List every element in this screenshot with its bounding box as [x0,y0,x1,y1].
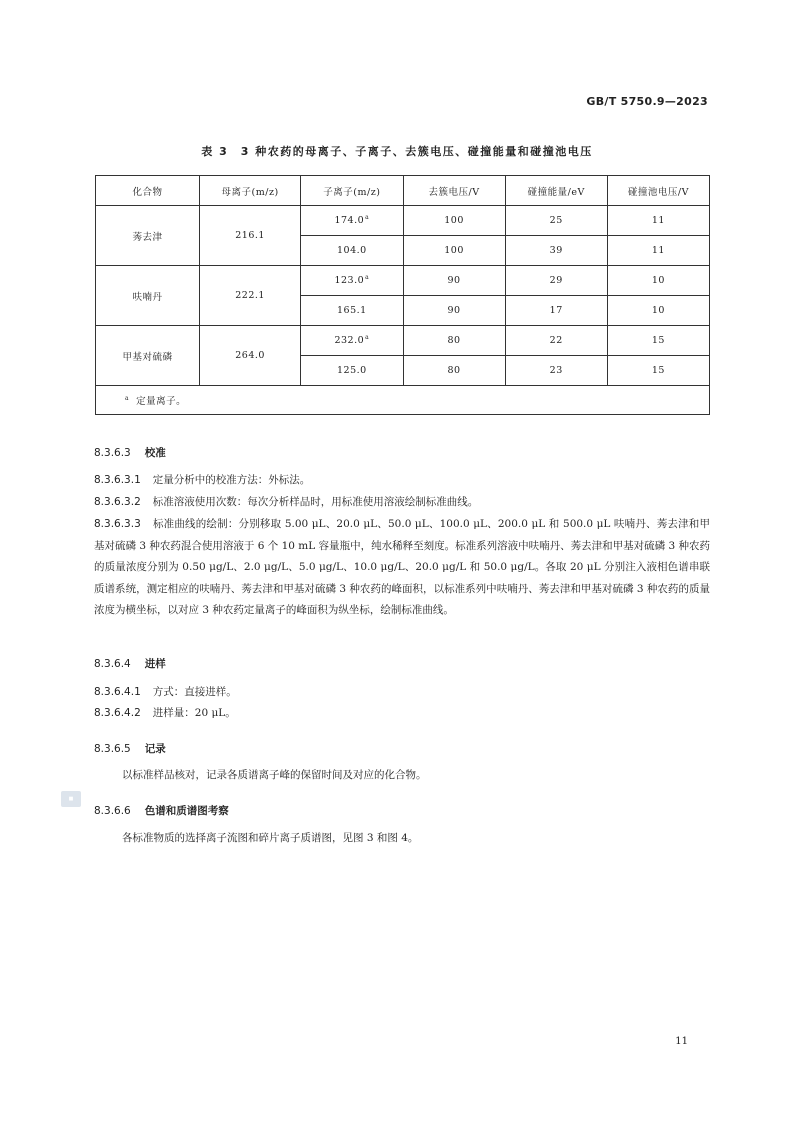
cxp-cell: 11 [607,206,709,236]
parent-ion-cell: 264.0 [199,326,300,386]
dp-cell: 100 [403,236,505,266]
table-title: 表 3 3 种农药的母离子、子离子、去簇电压、碰撞能量和碰撞池电压 [201,145,593,158]
dp-cell: 80 [403,326,505,356]
clause-83632: 8.3.6.3.2 标准溶液使用次数：每次分析样品时，用标准使用溶液绘制标准曲线。 [94,496,479,508]
parent-ion-cell: 216.1 [199,206,300,266]
ce-cell: 29 [505,266,607,296]
footnote-mark: a [125,394,130,402]
col-header: 化合物 [96,176,200,206]
cxp-cell: 15 [607,326,709,356]
col-header: 去簇电压/V [403,176,505,206]
table-row [96,326,710,356]
fragment-ion-cell: 165.1 [301,296,403,326]
clause-83642: 8.3.6.4.2 进样量：20 μL。 [94,707,236,719]
dp-cell: 90 [403,266,505,296]
clause-8365-text: 以标准样品核对，记录各质谱离子峰的保留时间及对应的化合物。 [122,769,427,781]
col-header: 碰撞池电压/V [607,176,709,206]
ce-cell: 17 [505,296,607,326]
fragment-ion-cell: 174.0$^a$ [301,206,403,236]
parameter-table [95,175,710,415]
cxp-cell: 11 [607,236,709,266]
cxp-cell: 10 [607,296,709,326]
dp-cell: 100 [403,206,505,236]
quant-mark: a [365,334,370,342]
clause-83631: 8.3.6.3.1 定量分析中的校准方法：外标法。 [94,474,311,486]
clause-8366-text: 各标准物质的选择离子流图和碎片离子质谱图，见图 3 和图 4。 [122,832,419,844]
cxp-cell: 10 [607,266,709,296]
ce-cell: 23 [505,356,607,386]
cxp-cell: 15 [607,356,709,386]
clause-83633: 8.3.6.3.3 标准曲线的绘制：分别移取 5.00 μL、20.0 μL、50.0 μL、100.0 μL、200.0 μL 和 500.0 μL 呋喃丹、莠去津和甲基对硫磷 3 种农药混合使用溶液于 6 个 10 mL 容量瓶中，纯水稀释至刻度。标准系列溶液中呋喃丹、莠去津和甲基对硫磷 3 种农药的质量浓度分别为 0.50 μg/L、2.0 μg/L、5.0 μg/L、10.0 μg/L、20.0 μg/L 和 50.0 μg/L。各取 20 μL 分别注入液相色谱串联质谱系统，测定相应的呋喃丹、莠去津和甲基对硫磷 3 种农药的峰面积，以标准系列中呋喃丹、莠去津和甲基对硫磷 3 种农药的质量浓度为横坐标，以对应 3 种农药定量离子的峰面积为纵坐标，绘制标准曲线。 [94,518,710,616]
compound-cell: 甲基对硫磷 [96,326,200,386]
section-heading-8364: 8.3.6.4 进样 [94,658,166,670]
watermark-stamp-icon: ■ [61,791,81,807]
compound-cell: 呋喃丹 [96,266,200,326]
quant-mark: a [365,214,370,222]
quant-mark: a [365,274,370,282]
table-header-row [96,176,710,206]
fragment-ion-cell: 104.0 [301,236,403,266]
clause-83641: 8.3.6.4.1 方式：直接进样。 [94,686,237,698]
page-number: 11 [675,1036,688,1047]
standard-code: GB/T 5750.9—2023 [586,95,708,108]
col-header: 子离子(m/z) [301,176,403,206]
fragment-ion-cell: 123.0$^a$ [301,266,403,296]
section-heading-8363: 8.3.6.3 校准 [94,447,166,459]
ce-cell: 22 [505,326,607,356]
table-row [96,206,710,236]
table-footnote-row [96,386,710,415]
fragment-ion-cell: 125.0 [301,356,403,386]
section-heading-8366: 8.3.6.6 色谱和质谱图考察 [94,805,229,817]
ce-cell: 39 [505,236,607,266]
compound-cell: 莠去津 [96,206,200,266]
dp-cell: 80 [403,356,505,386]
col-header: 碰撞能量/eV [505,176,607,206]
col-header: 母离子(m/z) [199,176,300,206]
table-footnote: $^a$ 定量离子。 [96,386,710,415]
fragment-ion-cell: 232.0$^a$ [301,326,403,356]
ce-cell: 25 [505,206,607,236]
section-heading-8365: 8.3.6.5 记录 [94,743,166,755]
parent-ion-cell: 222.1 [199,266,300,326]
table-row [96,266,710,296]
dp-cell: 90 [403,296,505,326]
